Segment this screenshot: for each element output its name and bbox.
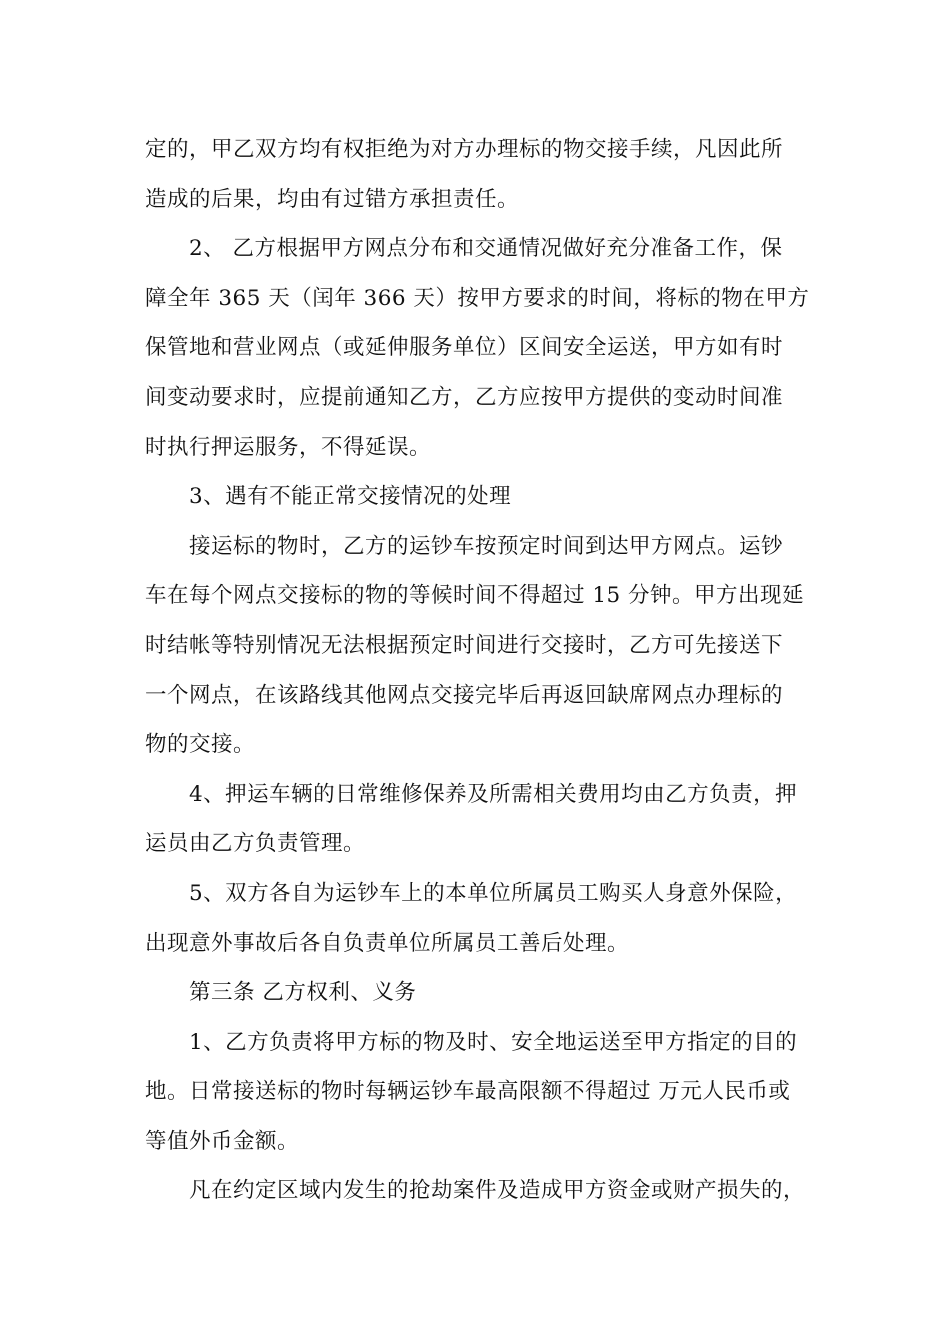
text-line: 出现意外事故后各自负责单位所属员工善后处理。 <box>145 930 630 956</box>
text-line: 地。日常接送标的物时每辆运钞车最高限额不得超过 万元人民币或 <box>145 1079 791 1105</box>
text-line: 2、 乙方根据甲方网点分布和交通情况做好充分准备工作，保 <box>189 236 783 262</box>
paragraph-clause-5 <box>145 869 815 968</box>
text-line: 1、乙方负责将甲方标的物及时、安全地运送至甲方指定的目的 <box>189 1029 798 1055</box>
text-line: 造成的后果，均由有过错方承担责任。 <box>145 186 520 212</box>
text-line: 3、遇有不能正常交接情况的处理 <box>189 484 512 510</box>
paragraph-clause-2 <box>145 224 815 472</box>
text-line: 障全年 365 天（闰年 366 天）按甲方要求的时间，将标的物在甲方 <box>145 285 810 311</box>
text-line: 一个网点，在该路线其他网点交接完毕后再返回缺席网点办理标的 <box>145 682 784 708</box>
text-line: 时结帐等特别情况无法根据预定时间进行交接时，乙方可先接送下 <box>145 632 784 658</box>
section-heading-article-3 <box>145 968 815 1018</box>
text-line: 接运标的物时，乙方的运钞车按预定时间到达甲方网点。运钞 <box>189 533 784 559</box>
paragraph-continuation <box>145 125 815 224</box>
text-line: 保管地和营业网点（或延伸服务单位）区间安全运送，甲方如有时 <box>145 335 784 361</box>
text-line: 定的，甲乙双方均有权拒绝为对方办理标的物交接手续，凡因此所 <box>145 137 784 162</box>
paragraph-clause-4 <box>145 770 815 869</box>
paragraph-article-3-clause-1 <box>145 1018 815 1167</box>
text-line: 等值外币金额。 <box>145 1128 300 1154</box>
text-line: 5、双方各自为运钞车上的本单位所属员工购买人身意外保险， <box>189 880 798 906</box>
document-body <box>145 125 815 1216</box>
text-line: 物的交接。 <box>145 732 256 758</box>
text-line: 时执行押运服务，不得延误。 <box>145 434 432 460</box>
paragraph-robbery-liability <box>145 1166 815 1216</box>
text-line: 间变动要求时，应提前通知乙方，乙方应按甲方提供的变动时间准 <box>145 384 784 410</box>
text-line: 运员由乙方负责管理。 <box>145 831 366 857</box>
paragraph-clause-3-body <box>145 522 815 770</box>
text-line: 4、押运车辆的日常维修保养及所需相关费用均由乙方负责，押 <box>189 781 798 807</box>
text-line: 第三条 乙方权利、义务 <box>189 980 417 1006</box>
paragraph-clause-3 <box>145 472 815 522</box>
text-line: 车在每个网点交接标的物的等候时间不得超过 15 分钟。甲方出现延 <box>145 583 805 609</box>
text-line: 凡在约定区域内发生的抢劫案件及造成甲方资金或财产损失的， <box>189 1178 806 1204</box>
